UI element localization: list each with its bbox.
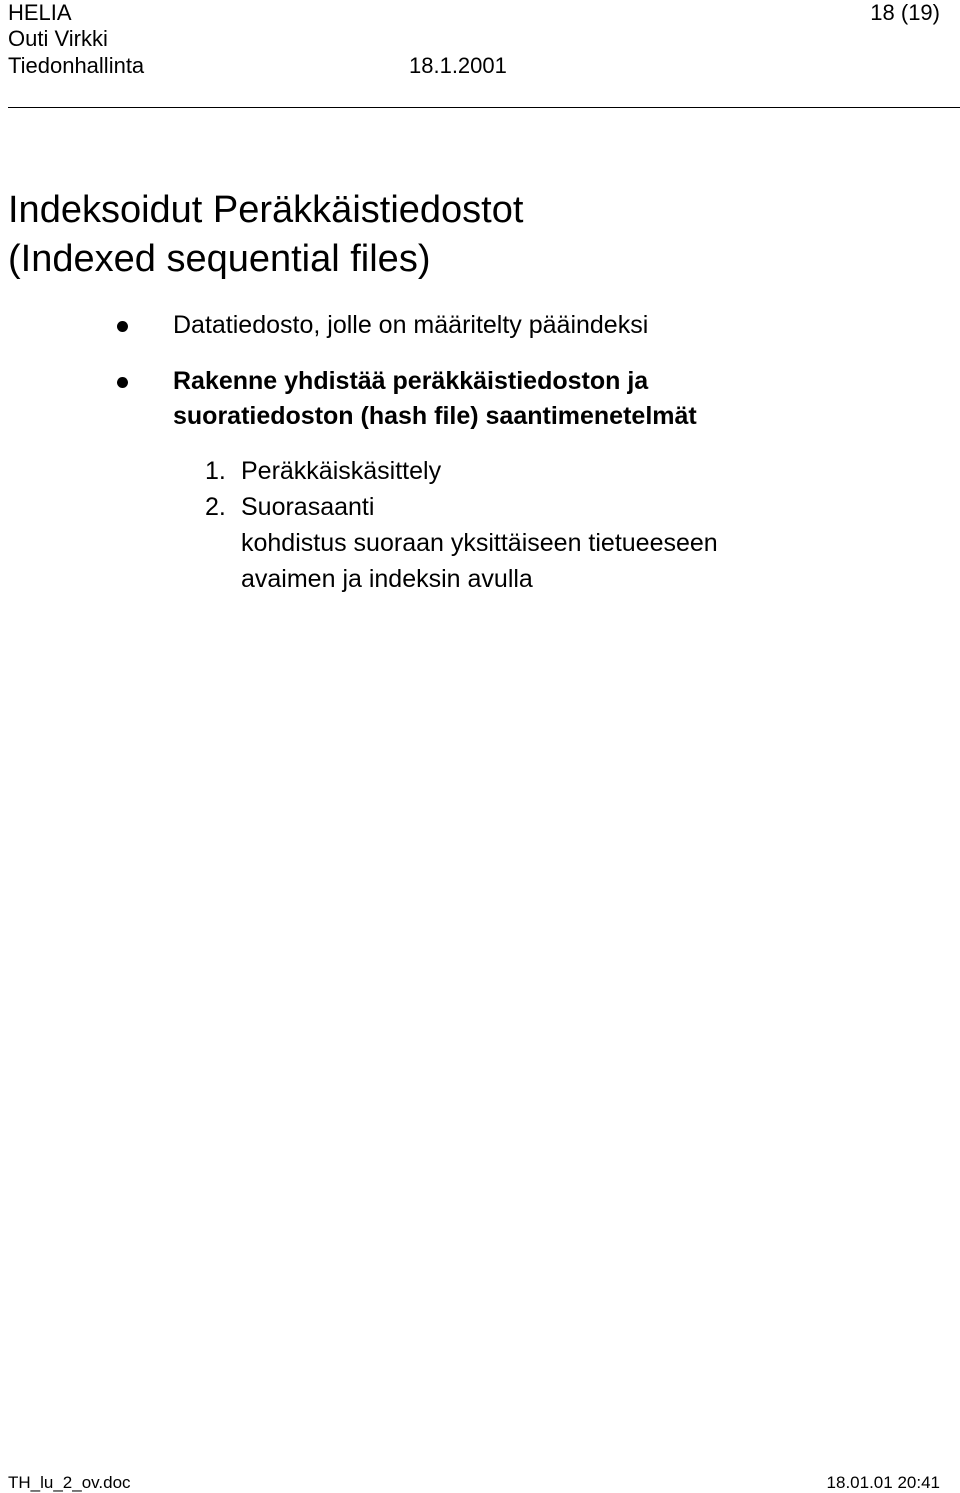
numbered-item-2-marker: 2.	[205, 493, 226, 521]
header-author: Outi Virkki	[8, 26, 108, 51]
page-title-line-2: (Indexed sequential files)	[8, 238, 431, 280]
footer-timestamp: 18.01.01 20:41	[826, 1473, 940, 1492]
numbered-item-2-detail-line-1: kohdistus suoraan yksittäiseen tietueeseen	[241, 529, 718, 557]
numbered-item-1-text: Peräkkäiskäsittely	[241, 457, 442, 485]
footer-filename: TH_lu_2_ov.doc	[8, 1473, 131, 1492]
numbered-item-2-text: Suorasaanti	[241, 493, 375, 521]
numbered-item-2-detail-line-2: avaimen ja indeksin avulla	[241, 565, 533, 593]
page-title-line-1: Indeksoidut Peräkkäistiedostot	[8, 189, 524, 231]
bullet-item-2-line-1: Rakenne yhdistää peräkkäistiedoston ja	[173, 367, 649, 395]
bullet-item-2-line-2: suoratiedoston (hash file) saantimenetelmät	[173, 402, 697, 430]
bullet-icon	[117, 321, 128, 332]
header-divider	[8, 107, 960, 108]
header-page-number: 18 (19)	[870, 0, 940, 25]
header-course: Tiedonhallinta	[8, 53, 145, 78]
header-date: 18.1.2001	[409, 53, 507, 78]
bullet-icon	[117, 377, 128, 388]
header-organization: HELIA	[8, 0, 72, 25]
numbered-item-1-marker: 1.	[205, 457, 226, 485]
bullet-item-1: Datatiedosto, jolle on määritelty pääindeksi	[173, 311, 649, 339]
